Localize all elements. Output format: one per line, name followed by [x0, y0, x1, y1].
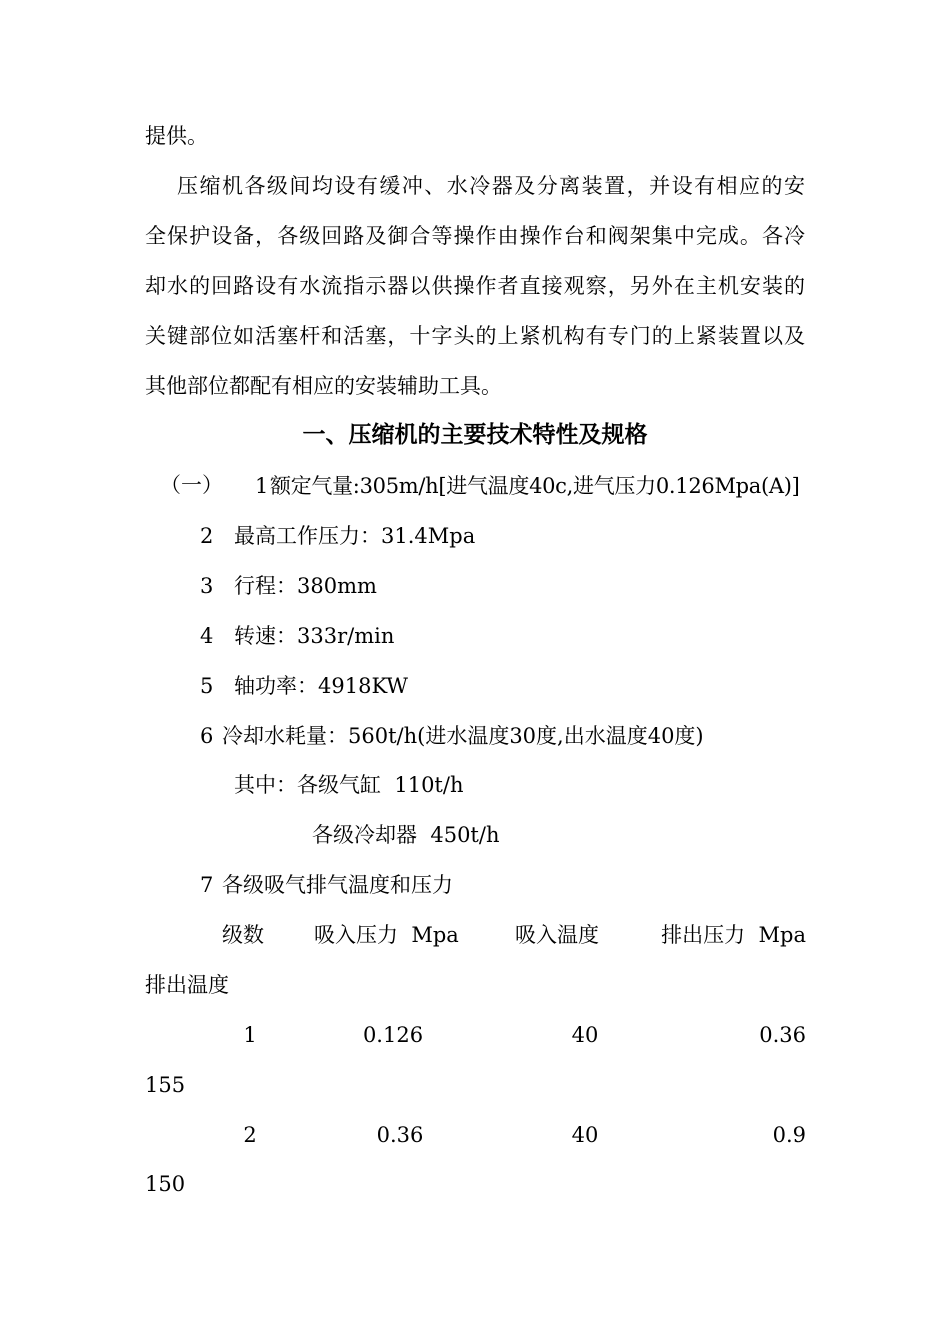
spec-item-text: 行程：380mm: [234, 574, 377, 598]
table-cell-suction-temp: 40: [571, 1123, 599, 1147]
table-cell-discharge-temp: 155: [145, 1073, 186, 1097]
spec-item-text: 各级吸气排气温度和压力: [222, 873, 453, 897]
table-header-suction-temp: 吸入温度: [515, 923, 599, 947]
spec-item-text: 额定气量:305m/h[进气温度40c,进气压力0.126Mpa(A)]: [270, 474, 800, 498]
table-cell-discharge-pressure: 0.9: [772, 1123, 806, 1147]
spec-item-number: 6: [200, 724, 214, 748]
paragraph-line: 关键部位如活塞杆和活塞，十字头的上紧机构有专门的上紧装置以及: [145, 324, 805, 348]
spec-item-text: 转速：333r/min: [234, 624, 395, 648]
table-header-suction-pressure: 吸入压力 Mpa: [314, 923, 459, 947]
paragraph-line: 压缩机各级间均设有缓冲、水冷器及分离装置，并设有相应的安: [177, 174, 805, 198]
cooling-detail-line: 其中：各级气缸 110t/h: [234, 773, 464, 797]
cooling-detail-line: 各级冷却器 450t/h: [312, 823, 500, 847]
spec-item-text: 最高工作压力：31.4Mpa: [234, 524, 476, 548]
spec-item-number: 3: [200, 574, 214, 598]
table-cell-discharge-pressure: 0.36: [759, 1023, 806, 1047]
section-heading: 一、压缩机的主要技术特性及规格: [302, 422, 648, 448]
table-header-stage: 级数: [222, 923, 264, 947]
spec-item-number: 7: [200, 873, 214, 897]
table-cell-suction-pressure: 0.36: [376, 1123, 424, 1147]
spec-item-text: 冷却水耗量：560t/h(进水温度30度,出水温度40度): [222, 724, 704, 748]
table-cell-stage: 2: [243, 1123, 257, 1147]
paragraph-line: 全保护设备，各级回路及御合等操作由操作台和阀架集中完成。各冷: [145, 224, 805, 248]
spec-group-label: （一）: [160, 473, 223, 497]
spec-item-number: 1: [255, 474, 269, 498]
table-cell-suction-pressure: 0.126: [362, 1023, 424, 1047]
spec-item-number: 4: [200, 624, 214, 648]
table-header-discharge-temp: 排出温度: [145, 973, 229, 997]
paragraph-line: 提供。: [145, 124, 208, 148]
spec-item-text: 轴功率：4918KW: [234, 674, 408, 698]
spec-item-number: 5: [200, 674, 214, 698]
table-cell-suction-temp: 40: [571, 1023, 599, 1047]
spec-item-number: 2: [200, 524, 214, 548]
paragraph-line: 其他部位都配有相应的安装辅助工具。: [145, 374, 502, 398]
paragraph-line: 却水的回路设有水流指示器以供操作者直接观察，另外在主机安装的: [145, 274, 805, 298]
table-header-discharge-pressure: 排出压力 Mpa: [661, 923, 806, 947]
table-cell-stage: 1: [243, 1023, 257, 1047]
table-cell-discharge-temp: 150: [145, 1172, 186, 1196]
